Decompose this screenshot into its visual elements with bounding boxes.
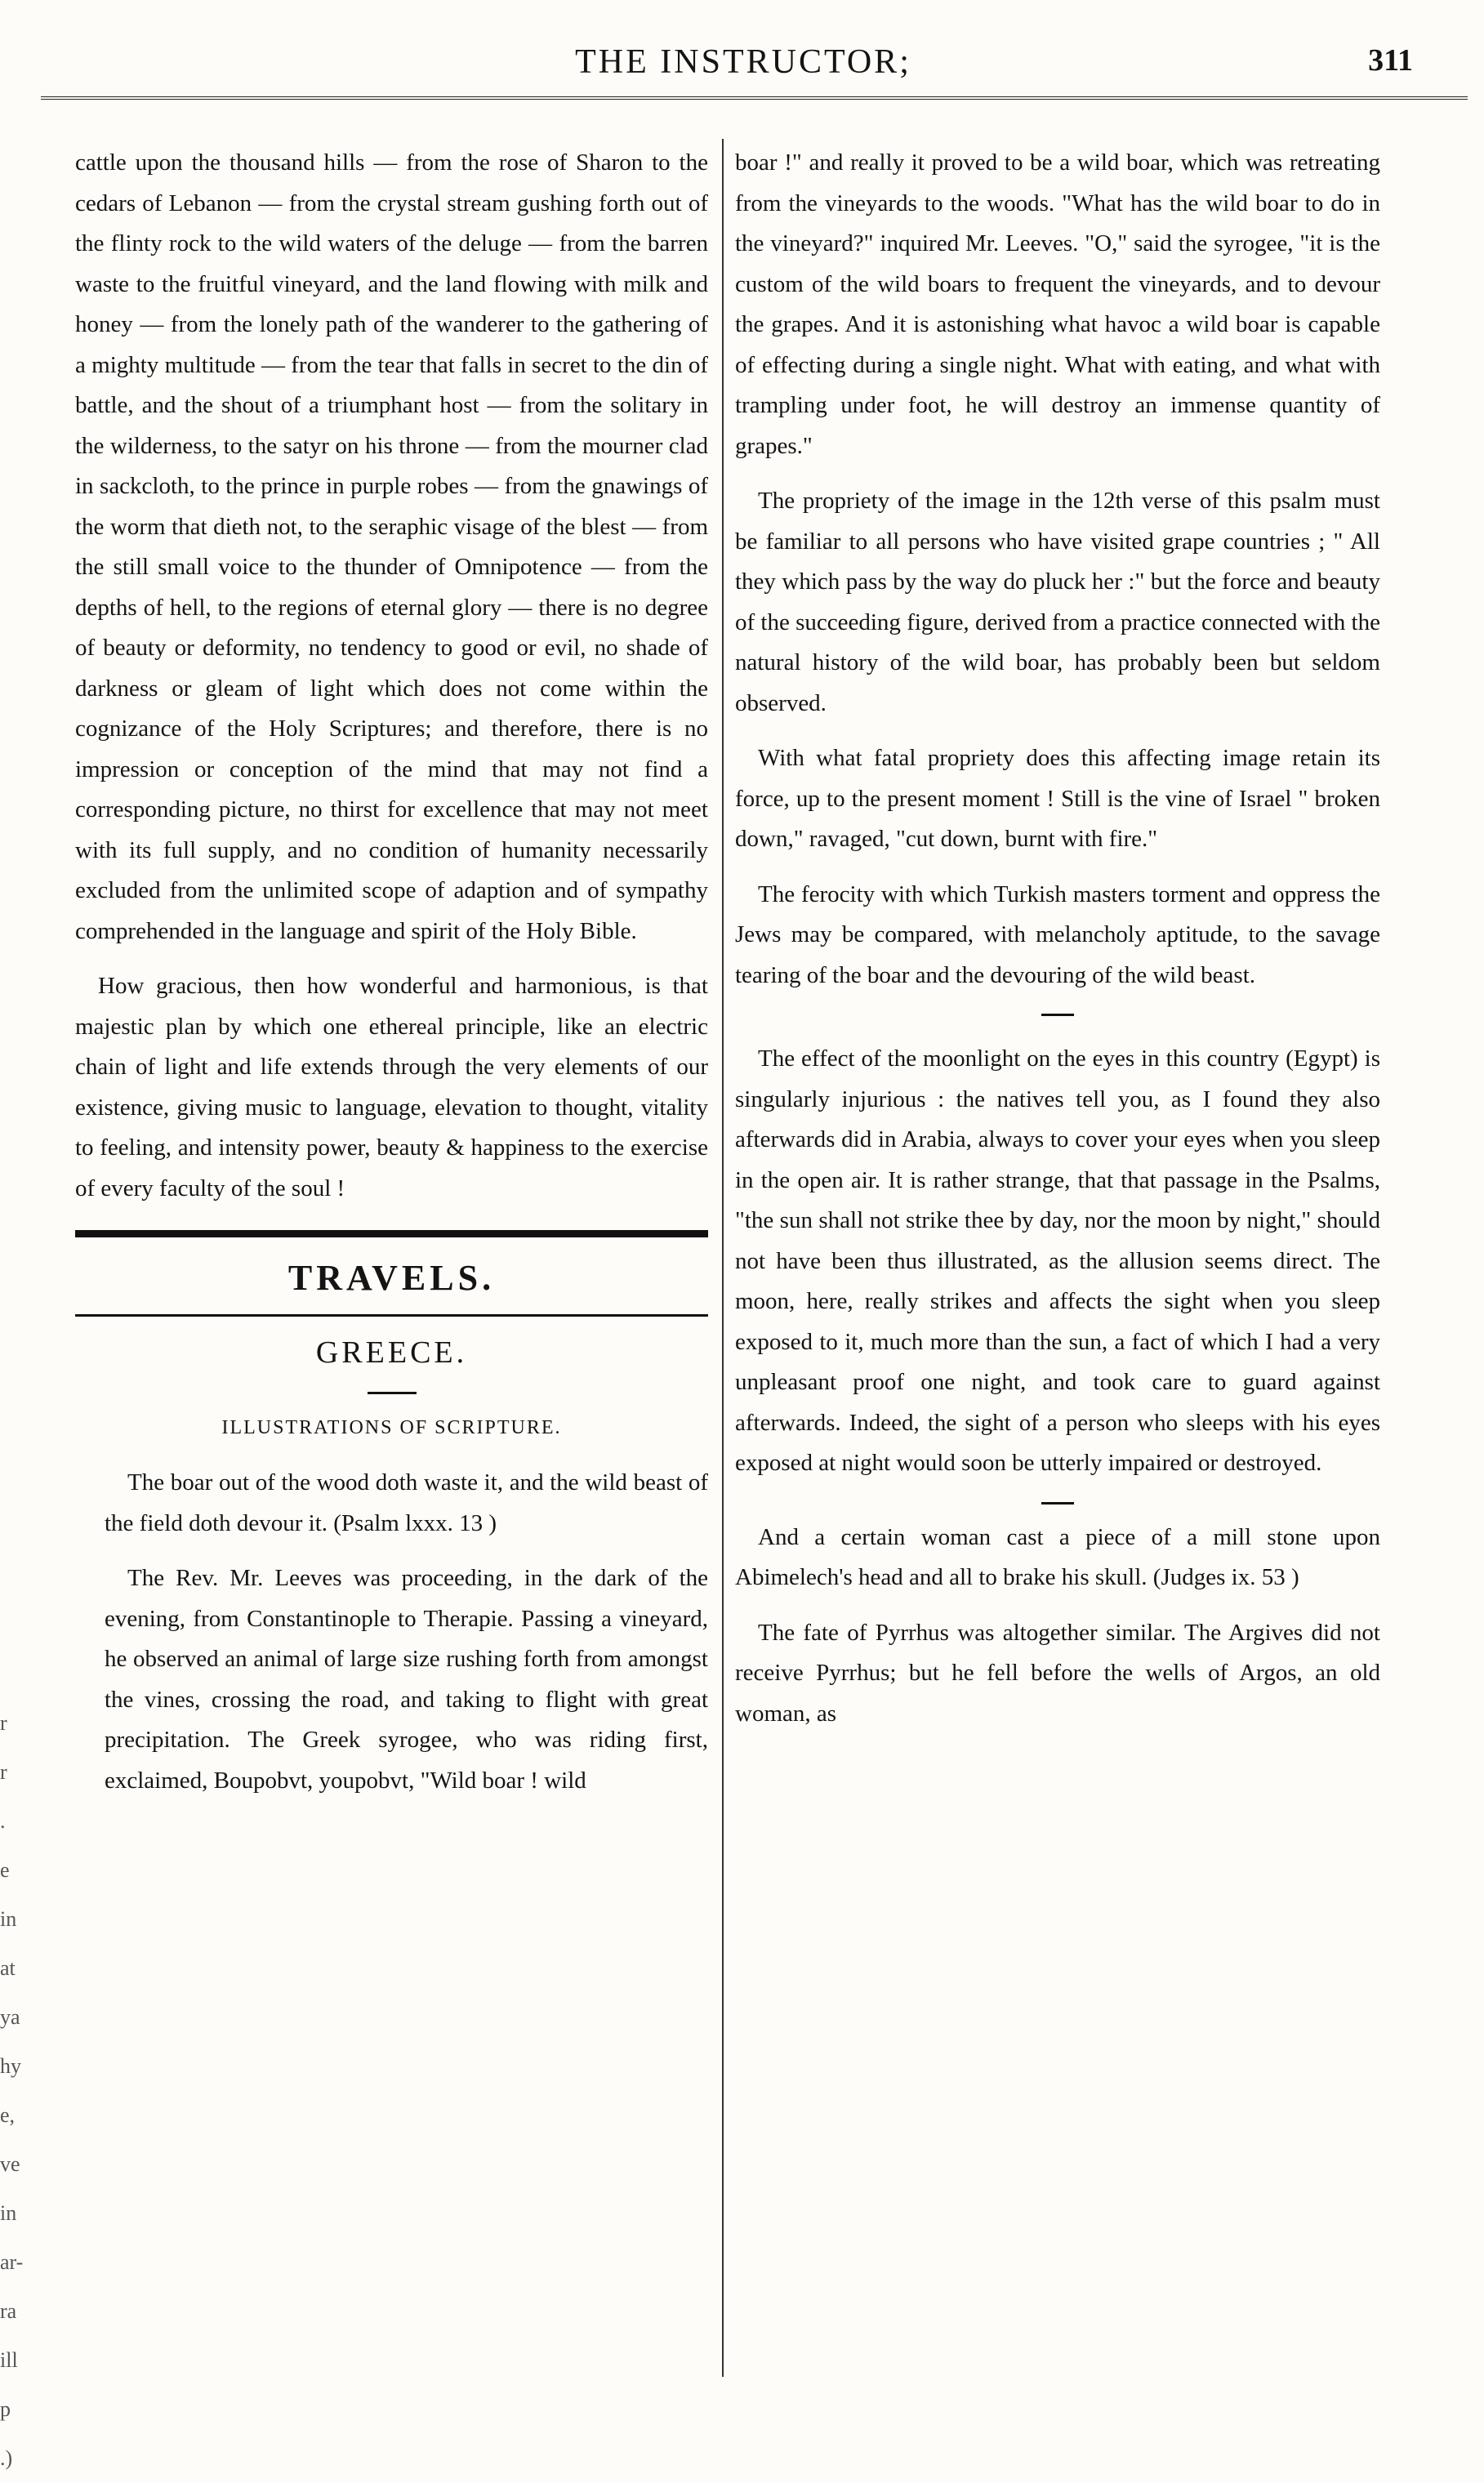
- page-header: [49, 10, 1437, 100]
- paragraph: The ferocity with which Turkish masters torment and oppress the Jews may be compared, with melancholy aptitude, to the savage tearing of the boar and the devouring of the wild beast.: [735, 880, 1380, 988]
- column-divider: [722, 139, 724, 2377]
- short-rule: [368, 1392, 417, 1394]
- scripture-verse: The boar out of the wood doth waste it, and the wild beast of the field doth devour it. (Psalm lxxx. 13 ): [105, 1469, 708, 1536]
- separator-dash: [1041, 1014, 1074, 1016]
- margin-fragment: r: [0, 1711, 7, 1735]
- margin-fragment: hy: [0, 2054, 21, 2078]
- margin-fragment: ar-: [0, 2250, 24, 2274]
- margin-fragment: at: [0, 1956, 16, 1980]
- margin-fragment: .): [0, 2446, 13, 2470]
- margin-fragment: .: [0, 1809, 6, 1833]
- margin-fragment: p: [0, 2397, 11, 2421]
- paragraph: The Rev. Mr. Leeves was proceeding, in the dark of the evening, from Constantinople to Therapie. Passing a vineyard, he observed an animal of large size rushing forth from amongst the vines, crossing the road, and taking to flight with great precipitation. The Greek syrogee, who was riding first, exclaimed, Boupobvt, youpobvt, "Wild boar ! wild: [105, 1565, 708, 1794]
- margin-fragment: r: [0, 1760, 7, 1784]
- page-number: 311: [1368, 43, 1413, 78]
- section-title: TRAVELS.: [287, 1258, 496, 1298]
- separator-dash: [1041, 1502, 1074, 1505]
- scripture-block: [75, 1463, 708, 1801]
- paragraph: The effect of the moonlight on the eyes in this country (Egypt) is singularly injurious : the natives tell you, as I found they also afterwards did in Arabia, always to cover your eyes when you sleep in the open air. It is rather strange, that that passage in the Psalms, "the sun shall not strike thee by day, nor the moon by night," should not have been thus illustrated, as the allusion seems direct. The moon, here, really strikes and affects the sight when you sleep exposed to it, much more than the sun, a fact of which I had a very unpleasant proof one night, and took care to guard against afterwards. Indeed, the sight of a person who sleeps with his eyes exposed at night would soon be utterly impaired or destroyed.: [735, 1045, 1380, 1476]
- subsection-title: GREECE.: [315, 1335, 468, 1370]
- margin-fragment: ve: [0, 2152, 20, 2176]
- left-column: [75, 143, 708, 2381]
- paragraph: cattle upon the thousand hills — from the rose of Sharon to the cedars of Lebanon — from the crystal stream gushing forth out of the flinty rock to the wild waters of the deluge — from the barren waste to the fruitful vineyard, and the land flowing with milk and honey — from the lonely path of the wanderer to the gathering of a mighty multitude — from the tear that falls in secret to the din of battle, and the shout of a triumphant host — from the solitary in the wilderness, to the satyr on his throne — from the mourner clad in sackcloth, to the prince in purple robes — from the gnawings of the worm that dieth not, to the seraphic visage of the blest — from the still small voice to the thunder of Omnipotence — from the depths of hell, to the regions of eternal glory — there is no degree of beauty or deformity, no tendency to good or evil, no shade of darkness or gleam of light which does not come within the cognizance of the Holy Scriptures; and therefore, there is no impression or conception of the mind that may not find a corresponding picture, no thirst for excellence that may not meet with its full supply, and no condition of humanity necessarily excluded from the unlimited scope of adaption and of sympathy comprehended in the language and spirit of the Holy Bible.: [75, 149, 708, 944]
- margin-fragment: ra: [0, 2299, 17, 2323]
- margin-fragment: in: [0, 2201, 17, 2225]
- header-rule: [41, 96, 1468, 100]
- section-rule: [75, 1230, 708, 1237]
- left-margin-fragments: [0, 1699, 33, 2483]
- right-column: [735, 143, 1380, 2381]
- paragraph: boar !" and really it proved to be a wild boar, which was retreating from the vineyards to the woods. "What has the wild boar to do in the vineyard?" inquired Mr. Leeves. "O," said the syrogee, "it is the custom of the wild boars to frequent the vineyards, and to devour the grapes. And it is astonishing what havoc a wild boar is capable of effecting during a single night. What with eating, and what with trampling under foot, he will destroy an immense quantity of grapes.": [735, 149, 1380, 459]
- paragraph: With what fatal propriety does this affecting image retain its force, up to the present moment ! Still is the vine of Israel " broken down," ravaged, "cut down, burnt with fire.": [735, 745, 1380, 852]
- paragraph: And a certain woman cast a piece of a mill stone upon Abimelech's head and all to brake his skull. (Judges ix. 53 ): [735, 1523, 1380, 1590]
- running-title: THE INSTRUCTOR;: [575, 43, 911, 81]
- margin-fragment: e,: [0, 2103, 16, 2127]
- margin-fragment: ya: [0, 2005, 20, 2029]
- margin-fragment: e: [0, 1858, 10, 1882]
- margin-fragment: ill: [0, 2348, 18, 2372]
- paragraph: How gracious, then how wonderful and harmonious, is that majestic plan by which one ethereal principle, like an electric chain of light and life extends through the very elements of our existence, giving music to language, elevation to thought, vitality to feeling, and intensity power, beauty & happiness to the exercise of every faculty of the soul !: [75, 973, 708, 1201]
- margin-fragment: in: [0, 1907, 17, 1931]
- article-caption: ILLUSTRATIONS OF SCRIPTURE.: [221, 1417, 562, 1438]
- section-divider: [75, 1314, 708, 1317]
- paragraph: The propriety of the image in the 12th verse of this psalm must be familiar to all persons who have visited grape countries ; " All they which pass by the way do pluck her :" but the force and beauty of the succeeding figure, derived from a practice connected with the natural history of the wild boar, has probably been but seldom observed.: [735, 488, 1380, 716]
- paragraph: The fate of Pyrrhus was altogether similar. The Argives did not receive Pyrrhus; but he fell before the wells of Argos, an old woman, as: [735, 1619, 1380, 1727]
